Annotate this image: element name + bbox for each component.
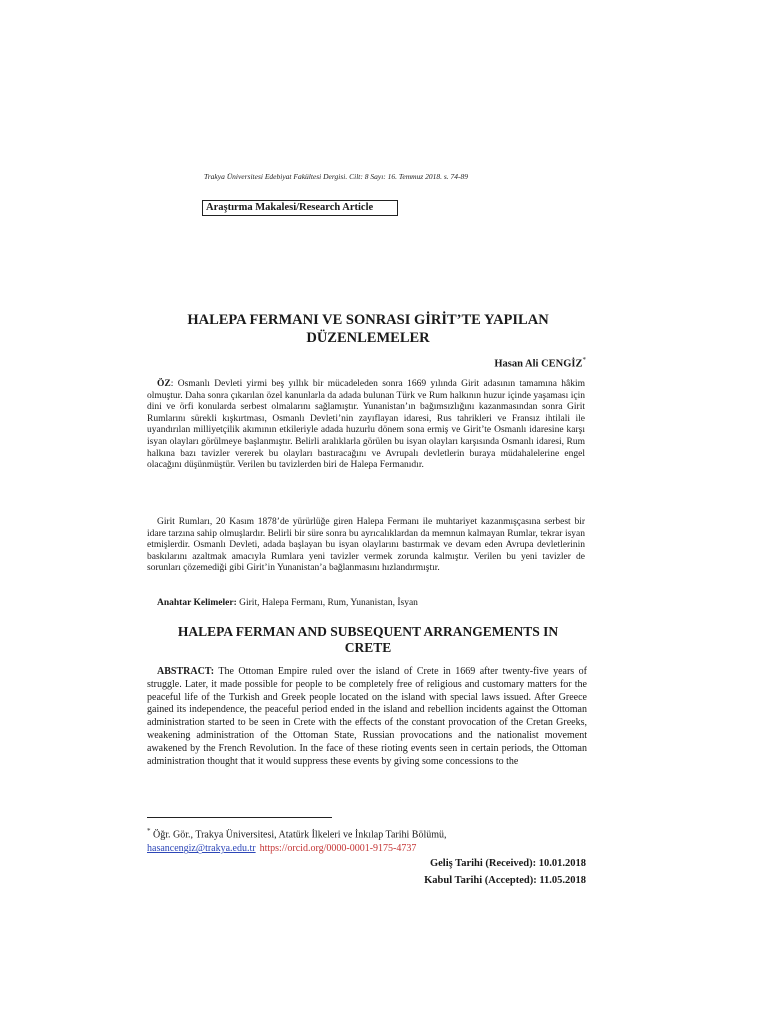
article-type-label: Araştırma Makalesi/Research Article — [202, 200, 398, 216]
oz-paragraph-1 — [147, 379, 585, 472]
abstract-label: ABSTRACT: — [157, 666, 215, 677]
oz-text-1: : Osmanlı Devleti yirmi beş yıllık bir mücadeleden sonra 1669 yılında Girit adasının tamamına hâkim olmuştur. Daha sonra çıkarılan özel kanunlarla da adada bulunan Türk ve Rum halkının huzur içinde yaşaması için dini ve örfi konularda serbest olmalarını sağlamıştır. Yunanistan’ın bağımsızlığını kazanmasından sonra Girit Rumlarını sürekli kışkırtması, Osmanlı Devleti’nin zayıflayan idaresi, Rus tahrikleri ve Fransız ihtilali ile uyandırılan milliyetçilik akımının etkileriyle adada huzurlu dönem sona ermiş ve Girit’te Osmanlı idaresine karşı isyan olayları görülmeye başlanmıştır. Belirli aralıklarla görülen bu isyan olayları karşısında Osmanlı idaresi, Rum halkına bazı tavizler vererek bu olayları bastıracağını ve Avrupalı devletlerin buraya müdahalelerine engel olacağını düşünmüştür. Verilen bu tavizlerden biri de Halepa Fermanıdır. — [147, 379, 585, 471]
turkish-title — [148, 311, 588, 347]
footnote — [147, 824, 587, 856]
english-title-line2: CRETE — [344, 640, 392, 655]
footnote-affiliation-line — [147, 824, 587, 842]
footnote-divider — [147, 817, 332, 818]
author-email-link[interactable]: hasancengiz@trakya.edu.tr — [147, 843, 256, 855]
accepted-date: Kabul Tarihi (Accepted): 11.05.2018 — [424, 874, 586, 886]
author-footnote-marker[interactable]: * — [582, 356, 586, 364]
footnote-marker: * — [147, 827, 151, 835]
journal-citation: Trakya Üniversitesi Edebiyat Fakültesi Dergisi. Cilt: 8 Sayı: 16. Temmuz 2018. s. 74-89 — [204, 172, 469, 181]
oz-paragraph-2: Girit Rumları, 20 Kasım 1878’de yürürlüğe giren Halepa Fermanı ile muhtariyet kazanmışçasına serbest bir idare tarzına sahip olmuşlardır. Belirli bir süre sonra bu ayrıcalıklardan da memnun kalmayan Rumlar, tekrar isyan etmişlerdir. Osmanlı Devleti, adada başlayan bu isyan olaylarını bastırmak ve devam eden Avrupa devletlerinin baskılarını azaltmak amacıyla Rumlara yeni tavizler vermek zorunda kalmıştır. Verilen bu yeni tavizler de sorunları çözemediği gibi Girit’in Yunanistan’a bağlanmasını hızlandırmıştır. — [147, 517, 585, 574]
oz-label: ÖZ — [157, 379, 171, 389]
abstract-paragraph — [147, 666, 587, 768]
author-name: Hasan Ali CENGİZ — [494, 358, 583, 370]
keywords-text: Girit, Halepa Fermanı, Rum, Yunanistan, İsyan — [236, 598, 418, 608]
english-title — [148, 624, 588, 656]
footnote-affiliation: Öğr. Gör., Trakya Üniversitesi, Atatürk İlkeleri ve İnkılap Tarihi Bölümü, — [150, 829, 447, 841]
abstract-text: The Ottoman Empire ruled over the island of Crete in 1669 after twenty-five years of struggle. Later, it made possible for people to be completely free of religious and customary matters for the peaceful life of the Turkish and Greek people located on the island with special laws issued. After Greece gained its independence, the peaceful period ended in the island and rebellion incidents against the Ottoman administration started to be seen in Crete with the effects of the constant provocation of the Cretan Greeks, weakening administration of the Ottoman State, Russian provocations and the nationalist movement awakened by the French Revolution. In the face of these rioting events seen in certain periods, the Ottoman administration thought that it would suppress these events by giving some concessions to the — [147, 666, 587, 767]
turkish-title-line1: HALEPA FERMANI VE SONRASI GİRİT’TE YAPILAN — [187, 312, 549, 328]
received-date: Geliş Tarihi (Received): 10.01.2018 — [429, 858, 586, 869]
english-title-line1: HALEPA FERMAN AND SUBSEQUENT ARRANGEMENTS IN — [177, 624, 559, 639]
submission-dates — [380, 856, 586, 889]
keywords-tr — [157, 598, 587, 608]
footnote-contact-line — [147, 842, 587, 856]
turkish-title-line2: DÜZENLEMELER — [306, 330, 430, 346]
author — [400, 356, 586, 370]
keywords-label: Anahtar Kelimeler: — [157, 598, 237, 608]
orcid-link[interactable]: https://orcid.org/0000-0001-9175-4737 — [259, 843, 417, 855]
